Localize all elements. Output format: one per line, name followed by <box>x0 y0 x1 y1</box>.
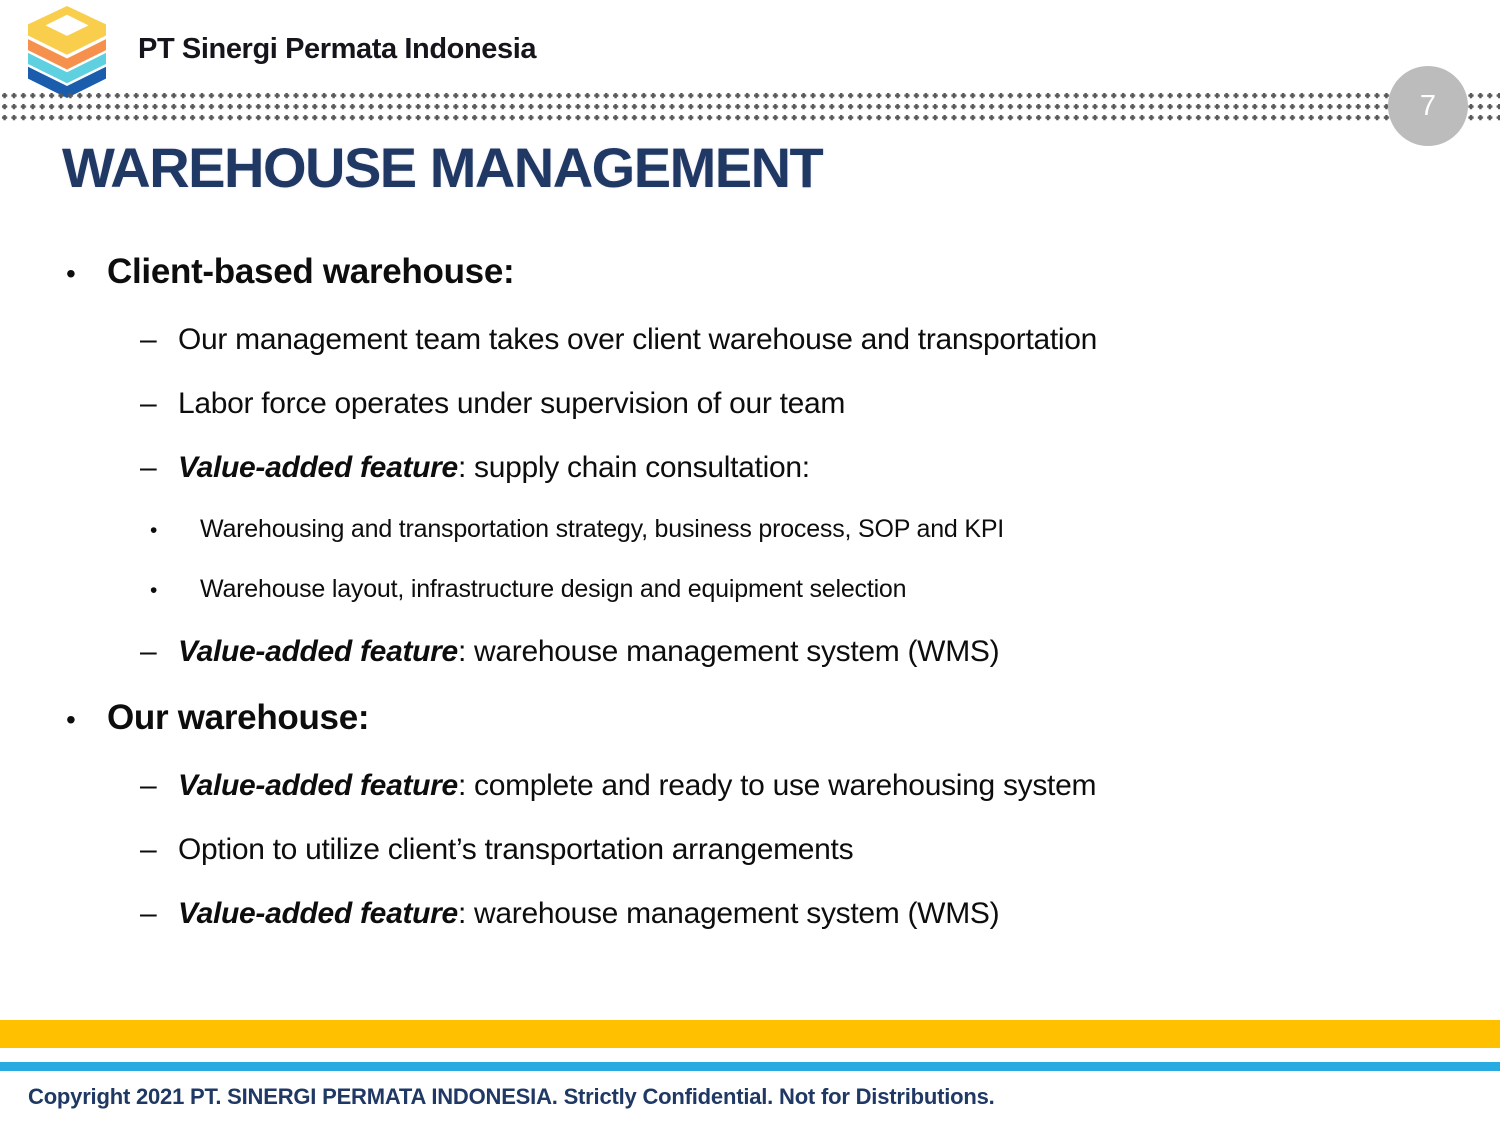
bullet-text: Value-added feature: warehouse management system (WMS) <box>178 635 1000 668</box>
company-name: PT Sinergi Permata Indonesia <box>138 32 537 65</box>
bullet-text: Labor force operates under supervision of our team <box>178 387 846 420</box>
accent-bar-yellow <box>0 1020 1500 1048</box>
bullet-marker: – <box>140 323 157 356</box>
bullet-marker: – <box>140 635 157 668</box>
bullet-text: Warehousing and transportation strategy, business process, SOP and KPI <box>200 515 1005 543</box>
bullet-item <box>0 384 1500 424</box>
bullet-item <box>0 830 1500 870</box>
bullet-item <box>0 766 1500 806</box>
bullet-text: Option to utilize client’s transportation arrangements <box>178 833 854 866</box>
page-number-badge <box>1388 66 1468 146</box>
bullet-list <box>0 250 1500 934</box>
bullet-marker: – <box>140 833 157 866</box>
bullet-item <box>0 512 1500 548</box>
bullet-text: Value-added feature: supply chain consultation: <box>178 451 810 484</box>
bullet-marker: – <box>140 897 157 930</box>
bullet-marker: – <box>140 387 157 420</box>
bullet-item <box>0 448 1500 488</box>
bullet-item <box>0 320 1500 360</box>
bullet-marker: • <box>66 704 76 735</box>
slide-title: WAREHOUSE MANAGEMENT <box>62 136 823 199</box>
dotted-divider <box>0 91 1500 124</box>
stacked-layers-logo-icon <box>28 6 106 98</box>
bullet-marker: • <box>150 519 158 542</box>
bullet-item <box>0 696 1500 742</box>
slide-header <box>28 6 536 98</box>
bullet-marker: • <box>66 258 76 289</box>
bullet-text: Value-added feature: complete and ready to use warehousing system <box>178 769 1097 802</box>
accent-bar-cyan <box>0 1062 1500 1071</box>
bullet-marker: – <box>140 451 157 484</box>
bullet-text: Our management team takes over client warehouse and transportation <box>178 323 1098 356</box>
page-number: 7 <box>1419 89 1437 122</box>
bullet-item <box>0 250 1500 296</box>
bullet-item <box>0 572 1500 608</box>
bullet-text: Client-based warehouse: <box>107 252 515 291</box>
bullet-text: Warehouse layout, infrastructure design and equipment selection <box>200 575 907 603</box>
bullet-marker: – <box>140 769 157 802</box>
bullet-text: Value-added feature: warehouse management system (WMS) <box>178 897 1000 930</box>
bullet-marker: • <box>150 579 158 602</box>
bullet-text: Our warehouse: <box>107 698 370 737</box>
copyright-text: Copyright 2021 PT. SINERGI PERMATA INDONESIA. Strictly Confidential. Not for Distributions. <box>28 1084 995 1109</box>
bullet-item <box>0 894 1500 934</box>
bullet-item <box>0 632 1500 672</box>
